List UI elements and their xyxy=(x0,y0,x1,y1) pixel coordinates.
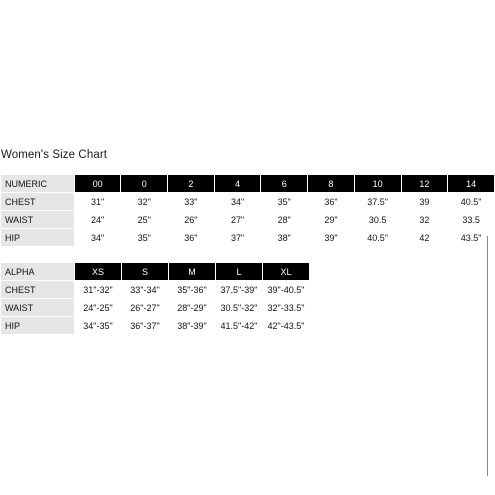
measurement-cell: 37.5" xyxy=(355,193,401,210)
measurement-cell: 34" xyxy=(215,193,261,210)
size-column-header: 4 xyxy=(215,175,261,192)
measurement-cell: 28"-29" xyxy=(169,299,215,316)
measurement-cell: 33.5 xyxy=(448,211,494,228)
measurement-cell: 29" xyxy=(308,211,354,228)
size-column-header: 00 xyxy=(75,175,121,192)
size-column-header: 0 xyxy=(121,175,167,192)
page-title: Women's Size Chart xyxy=(1,149,108,161)
measurement-cell: 41.5"-42" xyxy=(216,317,262,334)
size-column-header: 12 xyxy=(402,175,448,192)
measurement-cell: 30.5"-32" xyxy=(216,299,262,316)
size-column-header: 10 xyxy=(355,175,401,192)
measurement-cell: 38" xyxy=(261,229,307,246)
size-column-header: 6 xyxy=(261,175,307,192)
size-header-row xyxy=(1,175,494,192)
size-column-header: M xyxy=(169,263,215,280)
measurement-label: WAIST xyxy=(1,299,74,316)
measurement-cell: 40.5" xyxy=(355,229,401,246)
measurement-cell: 39 xyxy=(402,193,448,210)
size-column-header: XL xyxy=(263,263,309,280)
measurement-cell: 28" xyxy=(261,211,307,228)
measurement-label: CHEST xyxy=(1,193,74,210)
measurement-cell: 42"-43.5" xyxy=(263,317,309,334)
measurement-cell: 31" xyxy=(75,193,121,210)
measurement-cell: 33" xyxy=(168,193,214,210)
size-column-header: 2 xyxy=(168,175,214,192)
measurement-label: HIP xyxy=(1,229,74,246)
measurement-cell: 24" xyxy=(75,211,121,228)
size-system-label: ALPHA xyxy=(1,263,74,280)
size-system-label: NUMERIC xyxy=(1,175,74,192)
measurement-row xyxy=(1,281,309,298)
measurement-row xyxy=(1,229,494,246)
measurement-cell: 34"-35" xyxy=(75,317,121,334)
measurement-cell: 39" xyxy=(308,229,354,246)
measurement-cell: 36" xyxy=(168,229,214,246)
measurement-cell: 42 xyxy=(402,229,448,246)
measurement-cell: 37" xyxy=(215,229,261,246)
measurement-cell: 32 xyxy=(402,211,448,228)
measurement-cell: 26"-27" xyxy=(122,299,168,316)
measurement-cell: 30.5 xyxy=(355,211,401,228)
measurement-cell: 37.5"-39" xyxy=(216,281,262,298)
measurement-cell: 27" xyxy=(215,211,261,228)
measurement-row xyxy=(1,299,309,316)
measurement-cell: 36" xyxy=(308,193,354,210)
numeric-size-table xyxy=(0,174,495,247)
size-column-header: 8 xyxy=(308,175,354,192)
measurement-cell: 32" xyxy=(121,193,167,210)
measurement-cell: 39"-40.5" xyxy=(263,281,309,298)
measurement-label: HIP xyxy=(1,317,74,334)
measurement-row xyxy=(1,211,494,228)
measurement-cell: 36"-37" xyxy=(122,317,168,334)
size-header-row xyxy=(1,263,309,280)
measurement-row xyxy=(1,317,309,334)
measurement-cell: 34" xyxy=(75,229,121,246)
alpha-size-table xyxy=(0,262,310,335)
measurement-cell: 32"-33.5" xyxy=(263,299,309,316)
measurement-cell: 31"-32" xyxy=(75,281,121,298)
measurement-cell: 35"-36" xyxy=(169,281,215,298)
size-column-header: 14 xyxy=(448,175,494,192)
measurement-cell: 24"-25" xyxy=(75,299,121,316)
size-column-header: XS xyxy=(75,263,121,280)
measurement-cell: 25" xyxy=(121,211,167,228)
measurement-cell: 38"-39" xyxy=(169,317,215,334)
measurement-cell: 40.5" xyxy=(448,193,494,210)
measurement-row xyxy=(1,193,494,210)
size-column-header: L xyxy=(216,263,262,280)
measurement-cell: 35" xyxy=(121,229,167,246)
measurement-cell: 35" xyxy=(261,193,307,210)
measurement-cell: 43.5" xyxy=(448,229,494,246)
measurement-label: WAIST xyxy=(1,211,74,228)
size-column-header: S xyxy=(122,263,168,280)
measurement-label: CHEST xyxy=(1,281,74,298)
measurement-cell: 33"-34" xyxy=(122,281,168,298)
measurement-cell: 26" xyxy=(168,211,214,228)
scrollbar-track xyxy=(487,236,488,476)
